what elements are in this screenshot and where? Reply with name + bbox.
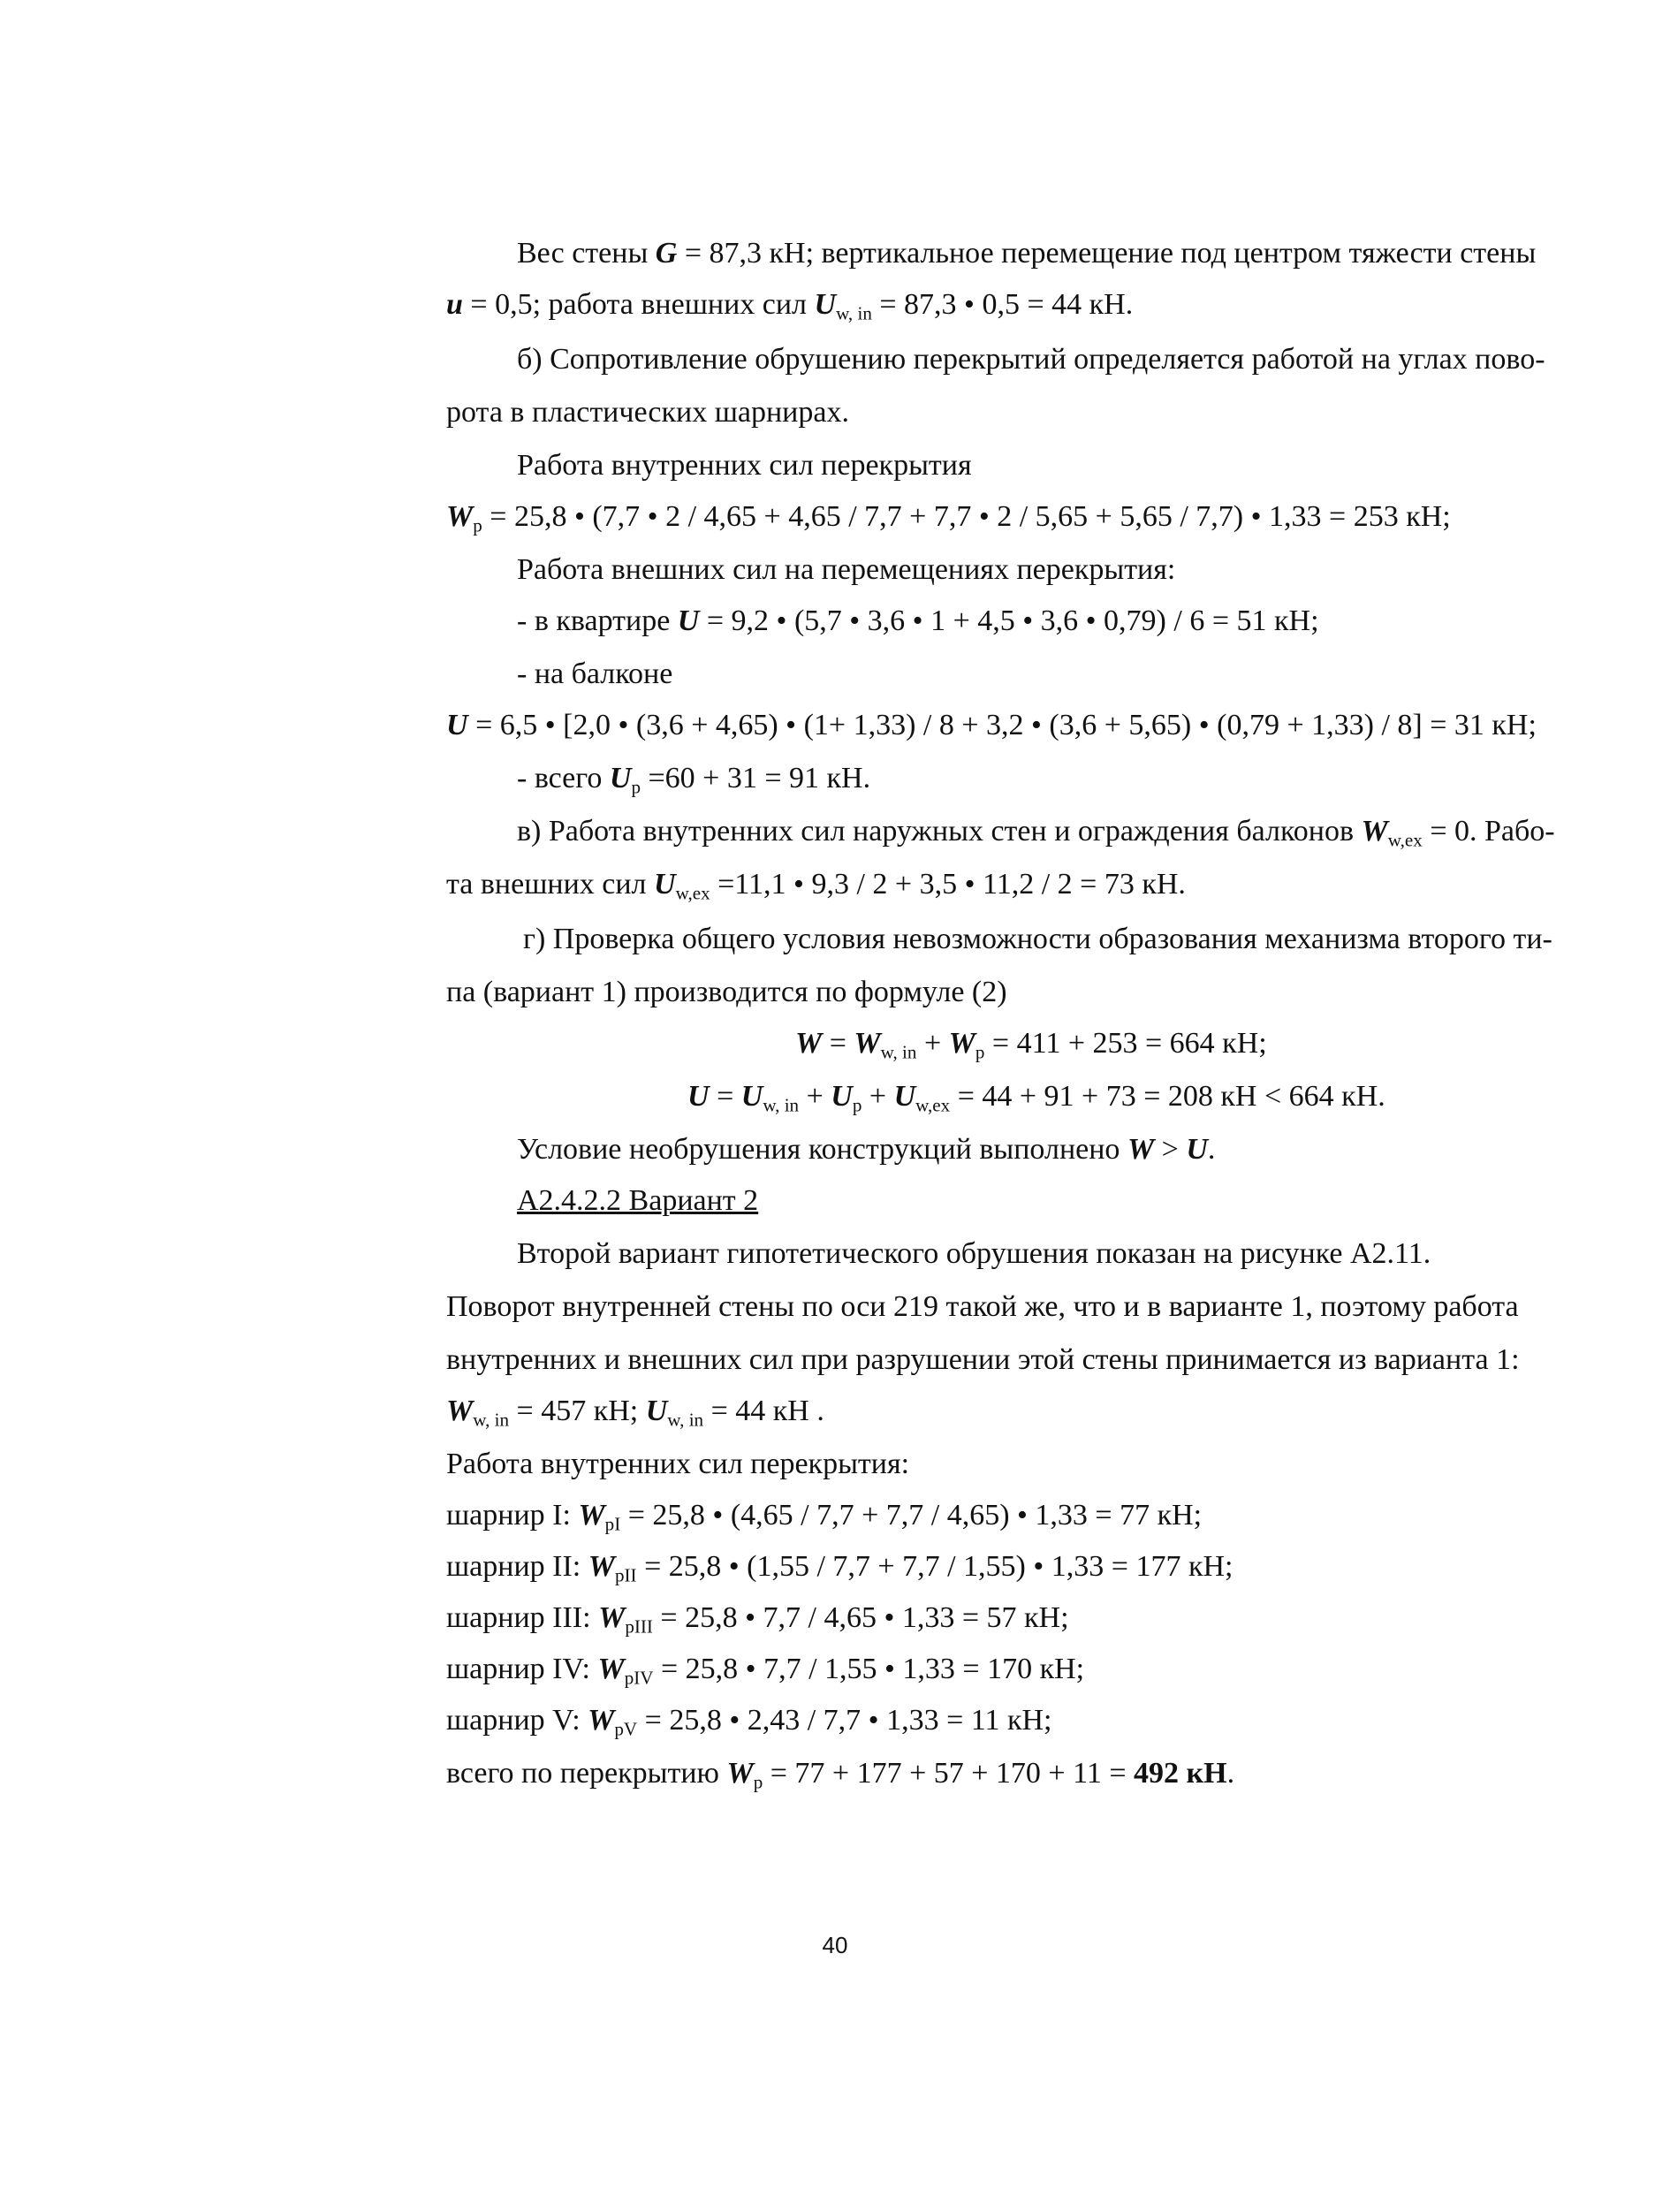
math-subscript: pIV <box>624 1667 654 1689</box>
text-segment: = 6,5 • [2,0 • (3,6 + 4,65) • (1+ 1,33) / 8 + 3,2 • (3,6 + 5,65) • (0,79 + 1,33) / 8] = 31 кН; <box>467 709 1537 741</box>
formula-w-total <box>0 1023 1670 1064</box>
formula-hinge-5 <box>0 1700 1670 1741</box>
text-segment: = 25,8 • 7,7 / 4,65 • 1,33 = 57 кН; <box>652 1601 1069 1634</box>
text-segment: = <box>822 1027 854 1060</box>
text-segment: г) Проверка общего условия невозможности образования механизма второго ти- <box>523 923 1552 955</box>
text-segment: рота в пластических шарнирах. <box>446 396 849 429</box>
text-segment: в) Работа внутренних сил наружных стен и ограждения балконов <box>517 815 1362 848</box>
text-segment: Работа внутренних сил перекрытия <box>517 449 972 482</box>
text-segment: шарнир V: <box>446 1704 588 1737</box>
math-symbol: W <box>598 1601 626 1634</box>
text-segment: - на балконе <box>517 658 673 690</box>
formula-balcony <box>0 705 1670 746</box>
text-line-internal-work-2 <box>0 1444 1670 1485</box>
text-line-paragraph-b-cont <box>0 392 1670 433</box>
text-segment: = 44 + 91 + 73 = 208 кН < 664 кН. <box>950 1080 1385 1113</box>
math-symbol: W <box>597 1653 625 1685</box>
text-segment: Второй вариант гипотетического обрушения показан на рисунке А2.11. <box>517 1237 1431 1270</box>
text-line-balcony <box>0 654 1670 695</box>
math-subscript: p <box>631 776 641 798</box>
math-symbol: U <box>814 288 837 321</box>
text-segment: шарнир I: <box>446 1499 579 1532</box>
math-symbol: U <box>687 1080 710 1113</box>
math-subscript: p <box>975 1041 985 1063</box>
math-symbol: W <box>948 1027 975 1060</box>
text-segment: внутренних и внешних сил при разрушении этой стены принимается из варианта 1: <box>446 1343 1520 1376</box>
text-segment: = 25,8 • (4,65 / 7,7 + 7,7 / 4,65) • 1,33 = 77 кН; <box>620 1499 1203 1532</box>
text-segment: = 25,8 • 2,43 / 7,7 • 1,33 = 11 кН; <box>637 1704 1052 1737</box>
formula-slab-total <box>0 1753 1670 1794</box>
text-segment: + <box>916 1027 949 1060</box>
formula-hinge-2 <box>0 1547 1670 1587</box>
text-segment: = 25,8 • 7,7 / 1,55 • 1,33 = 170 кН; <box>653 1653 1085 1685</box>
text-line-variant-2-intro <box>0 1234 1670 1274</box>
text-segment: . <box>1226 1757 1235 1790</box>
math-symbol: u <box>446 288 463 321</box>
math-symbol: U <box>654 868 676 901</box>
text-line-condition <box>0 1129 1670 1170</box>
text-line-paragraph-v <box>517 811 1555 852</box>
math-subscript: pII <box>615 1564 637 1586</box>
text-segment: = 9,2 • (5,7 • 3,6 • 1 + 4,5 • 3,6 • 0,79) / 6 = 51 кН; <box>699 604 1319 637</box>
section-heading-variant-2 <box>0 1181 1670 1221</box>
text-line-paragraph-g-cont <box>0 972 1670 1013</box>
text-segment: = 87,3 кН; вертикальное перемещение под центром тяжести стены <box>677 237 1537 270</box>
formula-hinge-4 <box>0 1649 1670 1690</box>
text-segment: - всего <box>517 762 610 794</box>
math-subscript: w,ex <box>915 1094 951 1116</box>
text-segment: - в квартире <box>517 604 678 637</box>
text-segment: = 44 кН . <box>703 1395 824 1427</box>
text-segment: шарнир II: <box>446 1550 588 1583</box>
math-subscript: p <box>753 1771 763 1793</box>
math-symbol: U <box>446 709 468 741</box>
math-subscript: w, in <box>667 1409 704 1431</box>
formula-uwex <box>0 864 1670 905</box>
text-segment: 492 кН <box>1134 1757 1227 1790</box>
text-segment: шарнир III: <box>446 1601 599 1634</box>
text-segment: = 457 кН; <box>509 1395 646 1427</box>
text-line-displacement <box>0 285 1670 325</box>
formula-up-total <box>0 758 1670 799</box>
text-segment: =11,1 • 9,3 / 2 + 3,5 • 11,2 / 2 = 73 кН. <box>710 868 1186 901</box>
text-line-paragraph-b <box>517 339 1555 380</box>
math-symbol: W <box>578 1499 605 1532</box>
text-line-paragraph-g <box>523 919 1555 960</box>
text-line-external-work <box>0 550 1670 590</box>
text-segment: = 0,5; работа внешних сил <box>462 288 815 321</box>
math-symbol: W <box>854 1027 881 1060</box>
math-subscript: w, in <box>763 1094 800 1116</box>
formula-u-total <box>0 1076 1670 1117</box>
text-segment: = <box>709 1080 741 1113</box>
text-segment: та внешних сил <box>446 868 655 901</box>
math-subscript: w,ex <box>675 882 710 904</box>
text-segment: =60 + 31 = 91 кН. <box>640 762 871 794</box>
formula-wp <box>0 497 1670 537</box>
text-line-rotation <box>446 1287 1555 1327</box>
math-subscript: w,ex <box>1387 829 1423 851</box>
math-subscript: w, in <box>473 1409 510 1431</box>
text-segment: па (вариант 1) производится по формуле (2) <box>446 976 1007 1008</box>
math-symbol: U <box>645 1395 668 1427</box>
math-subscript: w, in <box>836 302 872 324</box>
text-segment: . <box>1207 1133 1216 1166</box>
math-subscript: pI <box>604 1513 621 1535</box>
math-symbol: W <box>588 1704 615 1737</box>
math-symbol: W <box>588 1550 615 1583</box>
math-subscript: pIII <box>625 1615 653 1638</box>
math-symbol: W <box>446 1395 474 1427</box>
text-segment: = 411 + 253 = 664 кН; <box>984 1027 1267 1060</box>
formula-hinge-3 <box>0 1598 1670 1638</box>
text-segment: б) Сопротивление обрушению перекрытий определяется работой на углах пово- <box>517 343 1545 376</box>
text-segment: всего по перекрытию <box>446 1757 727 1790</box>
math-subscript: p <box>473 514 482 536</box>
text-segment: > <box>1154 1133 1187 1166</box>
text-segment: = 87,3 • 0,5 = 44 кН. <box>871 288 1134 321</box>
math-symbol: U <box>609 762 632 794</box>
text-segment: шарнир IV: <box>446 1653 598 1685</box>
text-line-internal-work <box>0 445 1670 486</box>
text-segment: = 77 + 177 + 57 + 170 + 11 = <box>763 1757 1135 1790</box>
math-symbol: W <box>1127 1133 1155 1166</box>
text-segment: Вес стены <box>517 237 656 270</box>
math-symbol: U <box>1186 1133 1208 1166</box>
formula-apartment <box>0 601 1670 642</box>
text-segment: = 25,8 • (1,55 / 7,7 + 7,7 / 1,55) • 1,33 = 177 кН; <box>636 1550 1234 1583</box>
math-symbol: U <box>893 1080 916 1113</box>
text-segment: Работа внешних сил на перемещениях перекрытия: <box>517 553 1176 586</box>
formula-hinge-1 <box>0 1495 1670 1536</box>
text-segment: = 25,8 • (7,7 • 2 / 4,65 + 4,65 / 7,7 + 7,7 • 2 / 5,65 + 5,65 / 7,7) • 1,33 = 253 кН; <box>482 500 1451 533</box>
text-line-rotation-cont <box>446 1340 1520 1380</box>
text-line-weight <box>0 233 1670 274</box>
math-symbol: U <box>677 604 700 637</box>
math-symbol: W <box>795 1027 823 1060</box>
formula-variant-1-values <box>0 1391 1670 1432</box>
text-segment: Условие необрушения конструкций выполнено <box>517 1133 1127 1166</box>
math-symbol: U <box>831 1080 853 1113</box>
math-subscript: p <box>852 1094 862 1116</box>
math-symbol: W <box>1361 815 1388 848</box>
page-number: 40 <box>822 1932 848 1958</box>
math-symbol: W <box>446 500 474 533</box>
text-segment: Работа внутренних сил перекрытия: <box>446 1448 910 1480</box>
math-subscript: pV <box>614 1718 638 1740</box>
text-segment: + <box>862 1080 894 1113</box>
math-subscript: w, in <box>880 1041 917 1063</box>
text-segment: + <box>799 1080 831 1113</box>
text-segment: А2.4.2.2 Вариант 2 <box>517 1184 759 1217</box>
text-segment: = 0. Рабо- <box>1422 815 1555 848</box>
math-symbol: U <box>740 1080 763 1113</box>
math-symbol: W <box>726 1757 754 1790</box>
text-segment: Поворот внутренней стены по оси 219 такой же, что и в варианте 1, поэтому работа <box>446 1290 1519 1323</box>
math-symbol: G <box>655 237 678 270</box>
